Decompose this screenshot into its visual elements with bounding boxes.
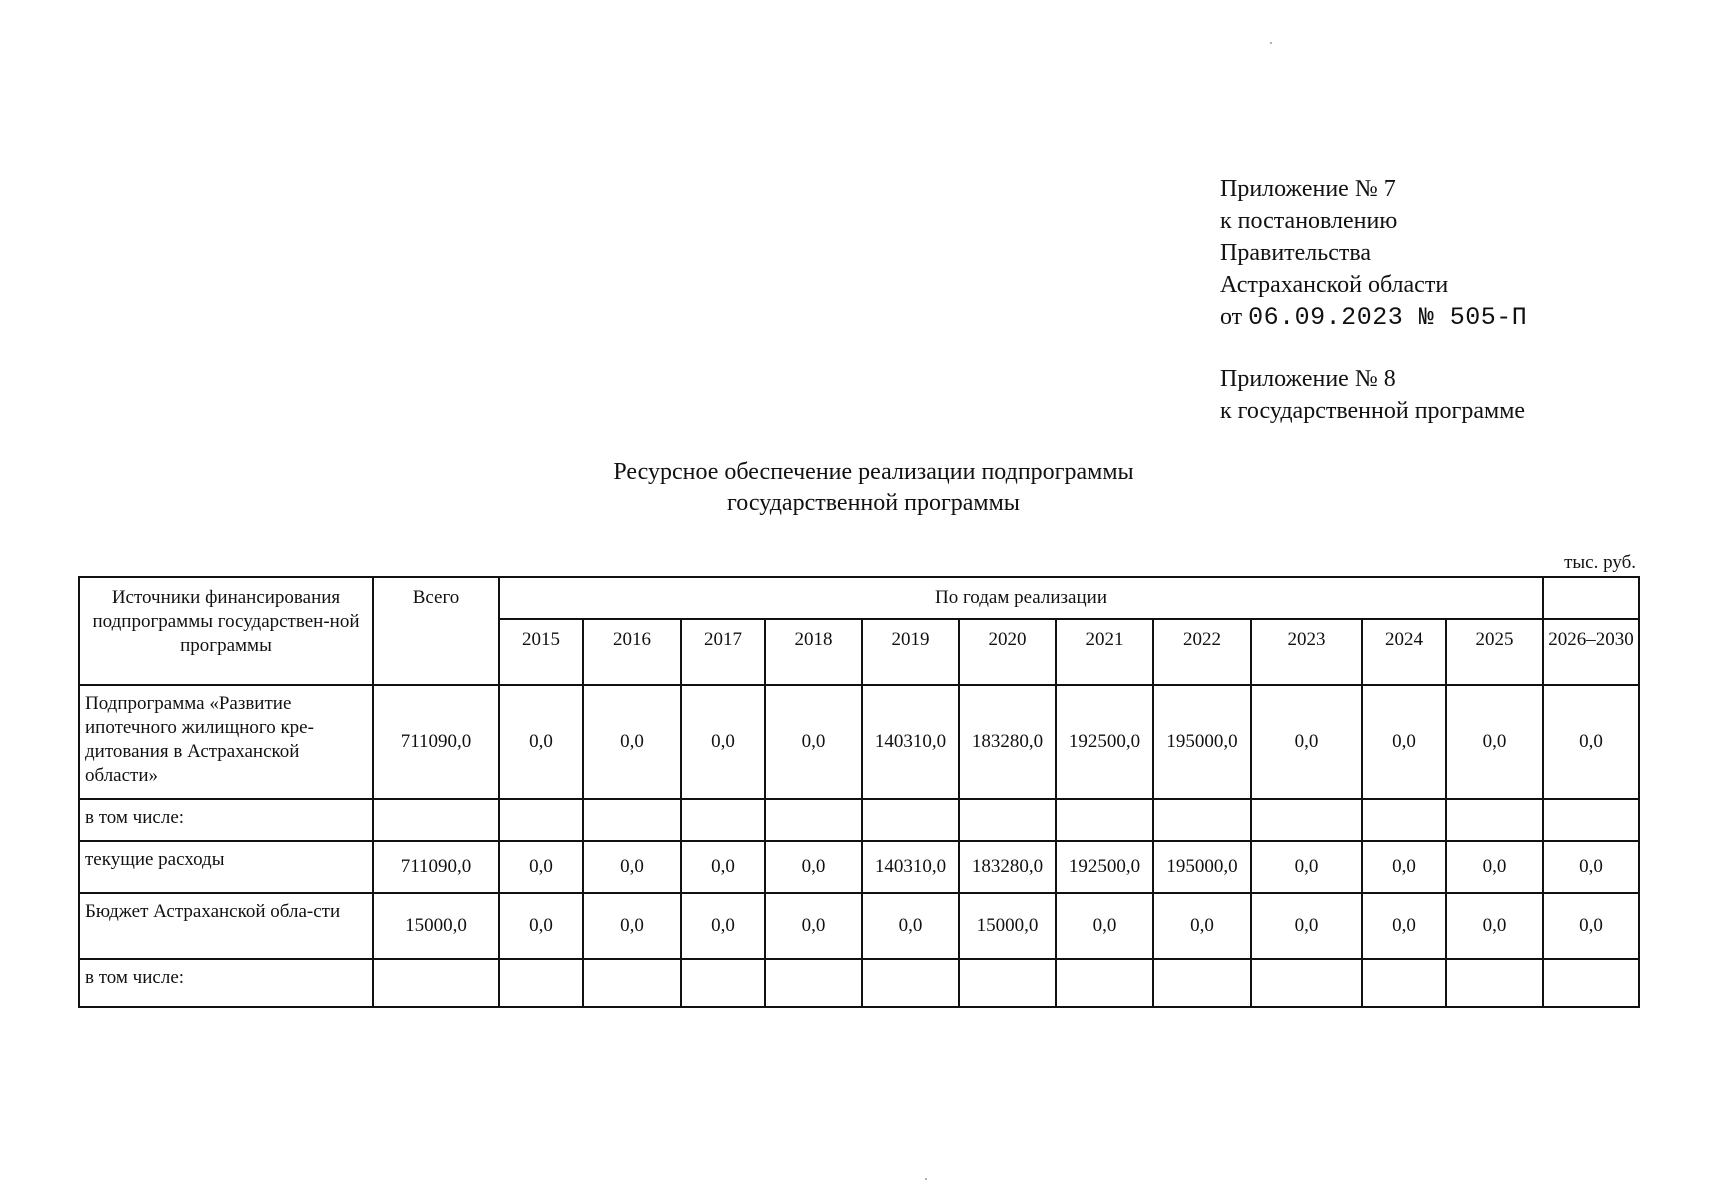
row-label: Подпрограмма «Развитие ипотечного жилищного кре-дитования в Астраханской области» [79,685,373,799]
year-value-cell [959,959,1056,1007]
year-value-cell [499,959,583,1007]
header-year: 2020 [959,619,1056,685]
decree-date-number: 06.09.2023 № 505-П [1248,303,1528,332]
year-value-cell: 0,0 [1543,893,1639,959]
year-value-cell: 192500,0 [1056,685,1153,799]
row-total: 711090,0 [373,841,499,893]
year-value-cell: 183280,0 [959,841,1056,893]
year-value-cell: 192500,0 [1056,841,1153,893]
year-value-cell [1543,959,1639,1007]
year-value-cell [1153,799,1251,841]
year-value-cell: 0,0 [1543,841,1639,893]
year-value-cell [583,959,681,1007]
year-value-cell [1446,959,1543,1007]
scan-speck [1270,42,1272,44]
year-value-cell: 0,0 [499,893,583,959]
year-value-cell: 0,0 [1251,685,1362,799]
header-by-years: По годам реализации [499,577,1543,619]
year-value-cell [1251,799,1362,841]
title-line: государственной программы [727,490,1020,516]
year-value-cell: 0,0 [1446,893,1543,959]
row-label: Бюджет Астраханской обла-сти [79,893,373,959]
year-value-cell: 140310,0 [862,841,959,893]
header-total: Всего [373,577,499,685]
row-label: в том числе: [79,799,373,841]
header-year: 2025 [1446,619,1543,685]
year-value-cell: 195000,0 [1153,841,1251,893]
units-label: тыс. руб. [1564,552,1636,573]
year-value-cell: 0,0 [499,685,583,799]
year-value-cell: 0,0 [681,893,765,959]
year-value-cell: 0,0 [499,841,583,893]
year-value-cell [1153,959,1251,1007]
year-value-cell: 0,0 [1446,685,1543,799]
table-row [79,893,1639,959]
year-value-cell [1251,959,1362,1007]
year-value-cell [1362,959,1446,1007]
year-value-cell: 0,0 [1056,893,1153,959]
appendix-7-block [1220,173,1527,334]
row-total [373,959,499,1007]
year-value-cell [1056,959,1153,1007]
year-value-cell: 15000,0 [959,893,1056,959]
header-year: 2019 [862,619,959,685]
year-value-cell [765,959,862,1007]
year-value-cell: 0,0 [1251,893,1362,959]
year-value-cell: 0,0 [681,685,765,799]
year-value-cell: 0,0 [1543,685,1639,799]
scan-speck [925,1178,927,1180]
appendix-8-line: к государственной программе [1220,398,1526,424]
appendix-7-date-line [1220,301,1527,334]
table-row [79,841,1639,893]
row-total: 711090,0 [373,685,499,799]
header-year: 2023 [1251,619,1362,685]
year-value-cell [681,959,765,1007]
year-value-cell: 0,0 [583,893,681,959]
year-value-cell [1362,799,1446,841]
table-row [79,685,1639,799]
header-year: 2022 [1153,619,1251,685]
year-value-cell [862,799,959,841]
year-value-cell: 0,0 [583,685,681,799]
year-value-cell [1446,799,1543,841]
year-value-cell: 0,0 [1362,841,1446,893]
header-year: 2026–2030 [1543,619,1639,685]
year-value-cell: 195000,0 [1153,685,1251,799]
appendix-7-line: Правительства [1220,240,1372,266]
appendix-8-heading: Приложение № 8 [1220,366,1396,392]
year-value-cell [959,799,1056,841]
year-value-cell: 0,0 [765,685,862,799]
year-value-cell: 0,0 [681,841,765,893]
year-value-cell: 0,0 [1362,685,1446,799]
appendix-7-heading: Приложение № 7 [1220,176,1396,202]
table-row [79,959,1639,1007]
year-value-cell: 0,0 [765,893,862,959]
header-year: 2021 [1056,619,1153,685]
year-value-cell: 0,0 [1153,893,1251,959]
header-year: 2018 [765,619,862,685]
year-value-cell: 0,0 [1362,893,1446,959]
year-value-cell [583,799,681,841]
year-value-cell [765,799,862,841]
date-prefix: от [1220,304,1243,330]
year-value-cell: 0,0 [1251,841,1362,893]
year-value-cell: 0,0 [765,841,862,893]
year-value-cell [862,959,959,1007]
header-year: 2017 [681,619,765,685]
document-title [200,457,1547,519]
header-year: 2016 [583,619,681,685]
funding-table [78,576,1640,1008]
header-year: 2024 [1362,619,1446,685]
appendix-8-block [1220,363,1525,427]
title-line: Ресурсное обеспечение реализации подпрограммы [613,459,1134,485]
year-value-cell: 0,0 [1446,841,1543,893]
appendix-7-line: к постановлению [1220,208,1398,234]
header-row [79,577,1639,619]
table-row [79,799,1639,841]
year-value-cell: 183280,0 [959,685,1056,799]
header-year: 2015 [499,619,583,685]
year-value-cell: 0,0 [862,893,959,959]
row-label: текущие расходы [79,841,373,893]
row-label: в том числе: [79,959,373,1007]
header-source: Источники финансирования подпрограммы государствен-ной программы [79,577,373,685]
appendix-7-line: Астраханской области [1220,272,1449,298]
year-value-cell: 0,0 [583,841,681,893]
year-value-cell: 140310,0 [862,685,959,799]
year-value-cell [1543,799,1639,841]
row-total [373,799,499,841]
year-value-cell [499,799,583,841]
year-value-cell [681,799,765,841]
year-value-cell [1056,799,1153,841]
row-total: 15000,0 [373,893,499,959]
header-blank-cell [1543,577,1639,619]
